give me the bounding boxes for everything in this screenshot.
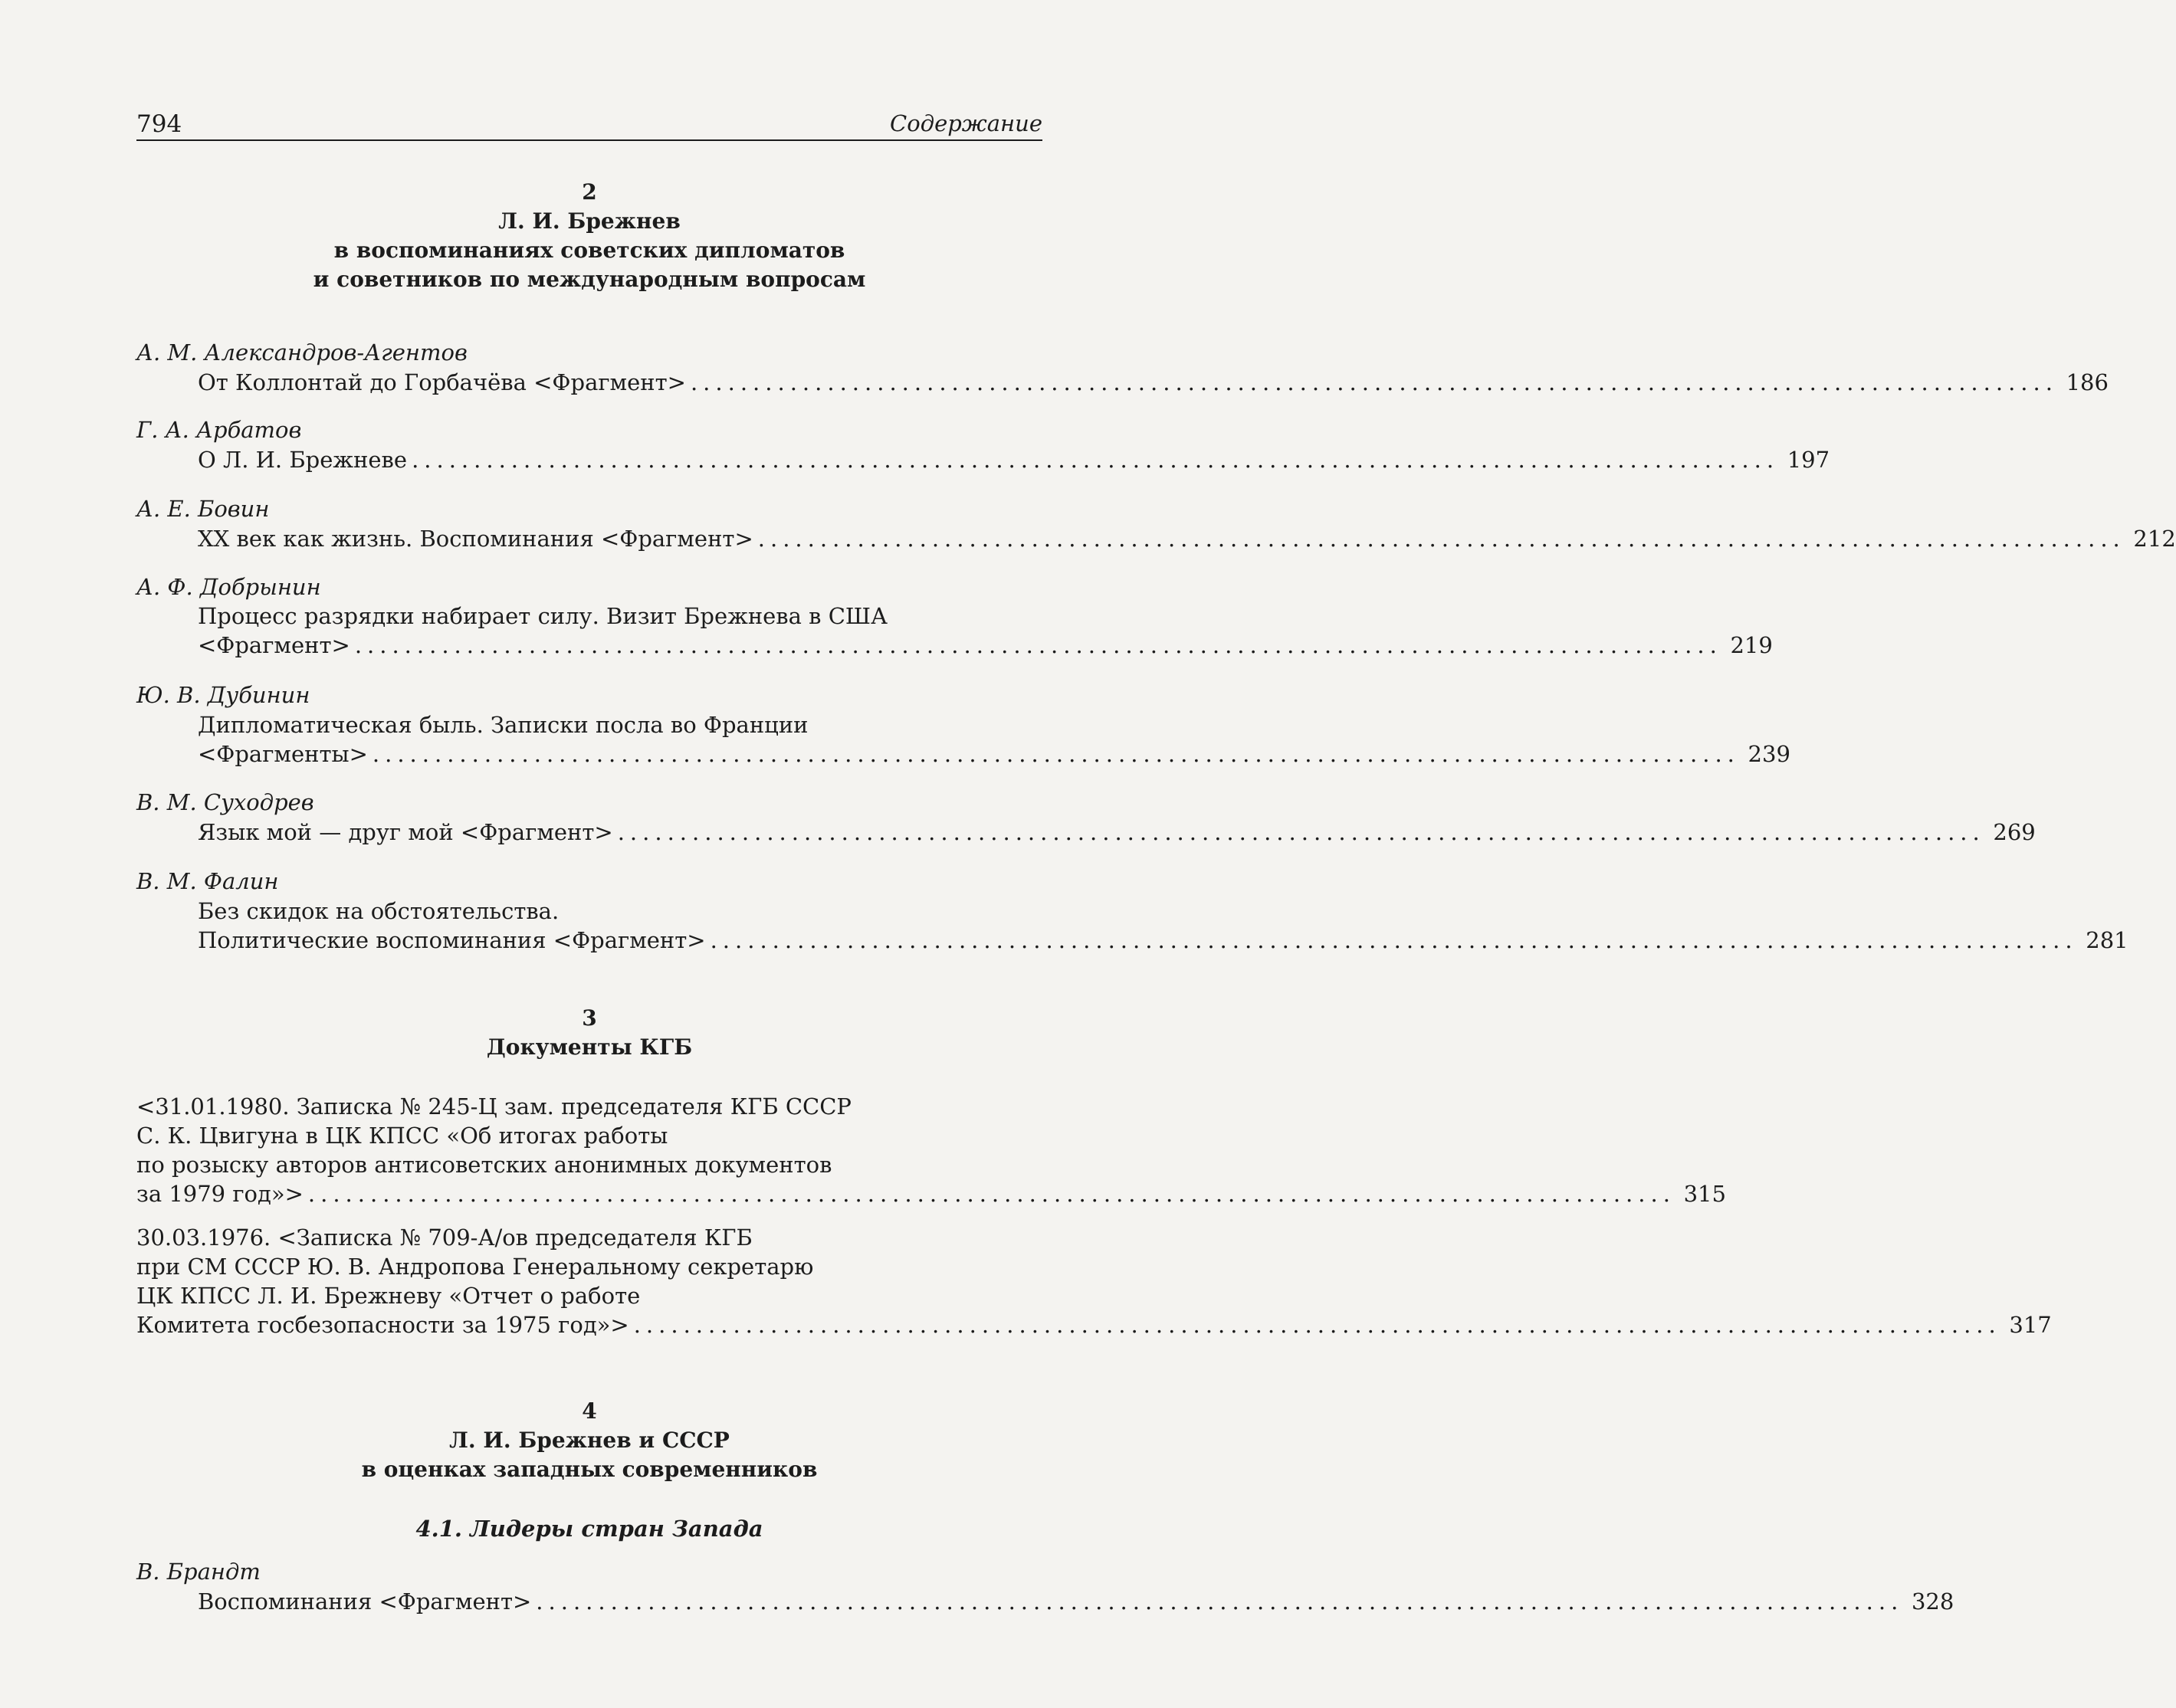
entry-title-line: Процесс разрядки набирает силу. Визит Брежнева в США [198,603,888,629]
entry-title: Комитета госбезопасности за 1975 год»> [136,1312,629,1338]
section-heading [136,178,1042,294]
toc-entry[interactable] [198,524,2176,553]
author-name: В. Брандт [136,1559,261,1585]
section-number: 3 [582,1005,597,1031]
dot-leader: .............................................................................................................. [372,741,1740,767]
entry-title: Язык мой — друг мой <Фрагмент> [198,819,613,845]
dot-leader: .............................................................................................................. [757,526,2125,552]
entry-title-line: ЦК КПСС Л. И. Брежневу «Отчет о работе [136,1283,641,1309]
page-ref: 212 [2133,526,2176,552]
section-number: 2 [582,179,597,205]
author-name: В. М. Суходрев [136,789,314,815]
toc-entry[interactable] [198,1587,1954,1616]
page-ref: 281 [2086,927,2128,953]
author-name: В. М. Фалин [136,868,279,894]
dot-leader: .............................................................................................................. [710,927,2078,953]
page-ref: 186 [2066,369,2109,395]
subsection-heading: 4.1. Лидеры стран Запада [415,1516,763,1542]
dot-leader: .............................................................................................................. [412,447,1780,473]
entry-title-line: Дипломатическая быль. Записки посла во Франции [198,712,809,738]
entry-title-line: Без скидок на обстоятельства. [198,898,560,924]
toc-entry[interactable] [198,368,2109,397]
toc-entry[interactable] [198,897,2128,955]
entry-title: От Коллонтай до Горбачёва <Фрагмент> [198,369,686,395]
section-title-line: и советников по международным вопросам [313,267,866,292]
dot-leader: .............................................................................................................. [617,819,1985,845]
entry-title: <Фрагменты> [198,741,368,767]
section-title-line: Л. И. Брежнев и СССР [449,1428,730,1453]
page-ref: 219 [1730,632,1773,658]
dot-leader: .............................................................................................................. [690,369,2058,395]
entry-title: О Л. И. Брежневе [198,447,408,473]
section-title-line: в воспоминаниях советских дипломатов [333,238,845,263]
section-heading [136,1397,1042,1484]
entry-title: Политические воспоминания <Фрагмент> [198,927,706,953]
toc-entry[interactable] [198,710,1790,769]
dot-leader: .............................................................................................................. [536,1588,1904,1615]
toc-entry[interactable] [136,1092,1726,1208]
entry-title: <Фрагмент> [198,632,350,658]
section-title-line: Л. И. Брежнев [498,208,681,234]
page-ref: 269 [1993,819,2036,845]
entry-title-line: <31.01.1980. Записка № 245-Ц зам. председателя КГБ СССР [136,1093,852,1120]
section-heading [136,1004,1042,1062]
running-title: Содержание [890,110,1042,136]
author-name: А. М. Александров-Агентов [136,339,468,366]
author-name: Ю. В. Дубинин [136,682,310,708]
toc-entry[interactable] [198,602,1773,660]
entry-title: Воспоминания <Фрагмент> [198,1588,532,1615]
page-header [136,106,1042,141]
section-number: 4 [582,1398,597,1424]
section-title-line: в оценках западных современников [361,1457,818,1482]
entry-title-line: по розыску авторов антисоветских анонимных документов [136,1152,832,1178]
entry-title-line: С. К. Цвигуна в ЦК КПСС «Об итогах работы [136,1123,668,1149]
dot-leader: .............................................................................................................. [633,1312,2001,1338]
toc-entry[interactable] [136,1223,2052,1339]
section-title-line: Документы КГБ [486,1034,693,1060]
toc-entry[interactable] [198,818,2036,847]
author-name: Г. А. Арбатов [136,417,302,443]
toc-entry[interactable] [198,445,1830,474]
dot-leader: .............................................................................................................. [307,1181,1675,1207]
page-ref: 328 [1911,1588,1954,1615]
page-ref: 317 [2009,1312,2052,1338]
page-ref: 197 [1787,447,1830,473]
author-name: А. Ф. Добрынин [136,574,321,600]
dot-leader: .............................................................................................................. [354,632,1722,658]
page-ref: 315 [1683,1181,1726,1207]
page-number: 794 [136,110,182,138]
entry-title-line: при СМ СССР Ю. В. Андропова Генеральному секретарю [136,1254,814,1280]
entry-title-line: 30.03.1976. <Записка № 709-А/ов председателя КГБ [136,1224,753,1251]
author-name: А. Е. Бовин [136,496,270,522]
page-ref: 239 [1748,741,1790,767]
entry-title: XX век как жизнь. Воспоминания <Фрагмент> [198,526,753,552]
entry-title: за 1979 год»> [136,1181,304,1207]
